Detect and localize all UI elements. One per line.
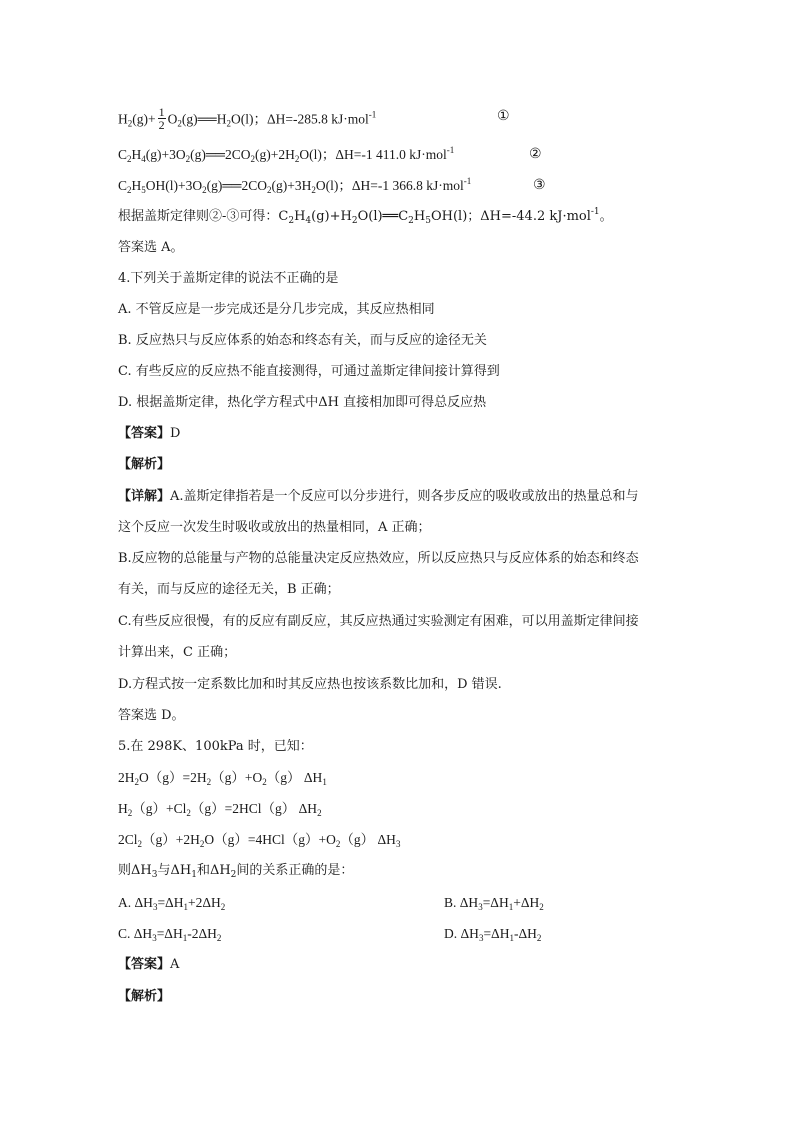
subscript: 3	[478, 902, 483, 912]
q4-detail-line-5: C.有些反应很慢，有的反应有副反应，其反应热通过实验测定有困难，可以用盖斯定律间接	[118, 614, 639, 629]
subscript: 2	[311, 185, 316, 195]
q4-option-d: D. 根据盖斯定律，热化学方程式中ΔH 直接相加即可得总反应热	[118, 395, 487, 410]
q4-detail-line-1	[118, 488, 639, 506]
subscript: 2	[226, 118, 231, 129]
option-text: +2ΔH	[187, 895, 221, 910]
subscript: 2	[267, 185, 272, 195]
subscript: 4	[305, 216, 312, 226]
equation-marker-2: ②	[529, 146, 542, 162]
answer-label: 【答案】	[118, 426, 171, 441]
eq1-text: (g)══H	[181, 111, 227, 127]
eq3-text: OH(l)+3O	[145, 178, 203, 193]
subscript: 2	[536, 933, 542, 943]
eq3-text: (g)+3H	[271, 178, 312, 193]
subscript: 1	[322, 777, 327, 787]
equation-h2-combustion	[118, 105, 377, 133]
eq3-text: (g)══2CO	[206, 178, 267, 193]
q5-eq3-text: （g）+2H	[142, 832, 200, 847]
subscript: 2	[262, 777, 267, 787]
q5-question-text: 间的关系正确的是：	[236, 863, 354, 878]
subscript: 3	[151, 870, 158, 880]
q5-equation-1	[118, 769, 327, 787]
superscript: -1	[463, 176, 472, 186]
subscript: 2	[250, 154, 255, 164]
fraction-numerator: 1	[158, 105, 165, 119]
subscript: 2	[220, 902, 226, 912]
q5-eq1-text: O（g）=2H	[139, 770, 207, 785]
q5-option-d	[444, 925, 541, 943]
detail-label: 【详解】	[118, 489, 171, 504]
q4-detail-line-6: 计算出来，C 正确；	[118, 645, 237, 660]
subscript: 5	[141, 185, 146, 195]
q5-eq1-text: 2H	[118, 770, 135, 785]
q5-eq3-text: O（g）=4HCl（g）+O	[204, 832, 336, 847]
eq1-text: O(l)；ΔH=-285.8 kJ·mol	[230, 111, 369, 127]
eq2-text: (g)══2CO	[190, 147, 251, 162]
q5-analysis-label: 【解析】	[118, 989, 171, 1004]
eq2-text: C	[118, 147, 128, 162]
subscript: 2	[539, 902, 544, 912]
eq1-text: O	[167, 111, 178, 127]
subscript: 5	[425, 216, 431, 226]
subscript: 2	[206, 777, 212, 787]
subscript: 1	[191, 870, 197, 880]
q5-eq1-text: （g） ΔH	[266, 770, 323, 785]
q5-eq1-text: （g）+O	[211, 770, 263, 785]
q5-question-text: 与ΔH	[157, 863, 192, 878]
q5-eq3-text: 2Cl	[118, 832, 138, 847]
subscript: 2	[202, 185, 207, 195]
option-text: -ΔH	[513, 926, 537, 941]
q5-option-a	[118, 894, 225, 912]
q5-eq3-text: （g） ΔH	[340, 832, 396, 847]
superscript: -1	[368, 109, 377, 120]
q4-stem: 4.下列关于盖斯定律的说法不正确的是	[118, 271, 339, 286]
equation-ethanol-combustion	[118, 177, 471, 195]
subscript: 2	[127, 118, 133, 129]
subscript: 2	[408, 216, 414, 226]
q4-option-c: C. 有些反应的反应热不能直接测得，可通过盖斯定律间接计算得到	[118, 364, 500, 379]
q5-question-text: 则ΔH	[118, 863, 152, 878]
q4-answer	[118, 425, 180, 443]
subscript: 2	[351, 216, 358, 226]
superscript: -1	[590, 207, 600, 217]
eq3-text: C	[118, 178, 128, 193]
q5-question	[118, 862, 353, 880]
detail-text: A.盖斯定律指若是一个反应可以分步进行，则各步反应的吸收或放出的热量总和与	[170, 489, 639, 504]
hess-derivation	[118, 208, 613, 226]
subscript: 3	[152, 902, 158, 912]
answer-value: A	[170, 957, 180, 972]
option-text: B. ΔH	[444, 895, 479, 910]
derivation-text: O(l)══C	[357, 209, 409, 224]
subscript: 2	[335, 839, 341, 849]
fraction-one-half	[158, 106, 166, 131]
subscript: 2	[186, 808, 191, 818]
subscript: 2	[199, 839, 205, 849]
derivation-text: H	[294, 209, 306, 224]
superscript: -1	[446, 145, 455, 155]
derivation-text: H	[413, 209, 426, 224]
subscript: 2	[185, 154, 191, 164]
subscript: 3	[478, 933, 484, 943]
equation-ethylene-combustion	[118, 146, 454, 164]
subscript: 2	[177, 118, 182, 129]
subscript: 4	[141, 154, 146, 164]
subscript: 2	[134, 777, 139, 787]
q4-analysis-label: 【解析】	[118, 457, 171, 472]
subscript: 2	[230, 870, 237, 880]
fraction-denominator: 2	[158, 118, 165, 132]
derivation-text: OH(l)；ΔH=-44.2 kJ·mol	[430, 209, 591, 224]
eq1-text: (g)+	[132, 111, 156, 127]
answer-value: D	[170, 426, 181, 441]
subscript: 2	[127, 154, 132, 164]
q5-eq2-text: H	[118, 801, 128, 816]
q4-detail-line-3: B.反应物的总能量与产物的总能量决定反应热效应，所以反应热只与反应体系的始态和终态	[118, 551, 639, 566]
q5-answer	[118, 956, 179, 974]
q5-equation-2	[118, 800, 322, 818]
eq1-text: H	[118, 111, 128, 127]
eq2-text: (g)+3O	[145, 147, 186, 162]
q5-eq2-text: （g）=2HCl（g） ΔH	[190, 801, 318, 816]
option-text: =ΔH	[483, 926, 510, 941]
eq2-text: O(l)；ΔH=-1 411.0 kJ·mol	[299, 147, 447, 162]
eq3-text: H	[131, 178, 142, 193]
subscript: 2	[127, 185, 132, 195]
q5-option-b	[444, 894, 544, 912]
eq3-text: O(l)；ΔH=-1 366.8 kJ·mol	[315, 178, 464, 193]
q4-detail-line-7: D.方程式按一定系数比加和时其反应热也按该系数比加和，D 错误.	[118, 677, 502, 692]
subscript: 2	[288, 216, 295, 226]
eq2-text: H	[131, 147, 142, 162]
subscript: 2	[294, 154, 300, 164]
option-text: =ΔH	[157, 895, 184, 910]
subscript: 3	[395, 839, 401, 849]
subscript: 2	[127, 808, 133, 818]
option-text: +ΔH	[513, 895, 540, 910]
option-text: =ΔH	[156, 926, 183, 941]
q4-option-a: A. 不管反应是一步完成还是分几步完成，其反应热相同	[118, 302, 435, 317]
option-text: A. ΔH	[118, 895, 153, 910]
subscript: 1	[182, 933, 188, 943]
derivation-text: 根据盖斯定律则②-③可得：C	[118, 209, 289, 224]
option-text: =ΔH	[482, 895, 509, 910]
q5-stem: 5.在 298K、100kPa 时，已知：	[118, 739, 313, 754]
option-text: -2ΔH	[187, 926, 217, 941]
derivation-text: (g)+H	[311, 209, 352, 224]
derivation-text: 。	[599, 209, 613, 224]
subscript: 1	[508, 902, 514, 912]
q5-eq2-text: （g）+Cl	[132, 801, 187, 816]
option-text: D. ΔH	[444, 926, 479, 941]
previous-answer: 答案选 A。	[118, 240, 184, 255]
q5-equation-3	[118, 831, 400, 849]
q4-option-b: B. 反应热只与反应体系的始态和终态有关，而与反应的途径无关	[118, 333, 487, 348]
q5-option-c	[118, 925, 221, 943]
subscript: 2	[216, 933, 222, 943]
q4-detail-line-2: 这个反应一次发生时吸收或放出的热量相同，A 正确；	[118, 520, 431, 535]
subscript: 2	[137, 839, 143, 849]
equation-marker-1: ①	[497, 108, 510, 124]
subscript: 2	[317, 808, 322, 818]
subscript: 1	[183, 902, 188, 912]
subscript: 1	[509, 933, 514, 943]
subscript: 3	[152, 933, 157, 943]
q5-question-text: 和ΔH	[196, 863, 231, 878]
eq2-text: (g)+2H	[255, 147, 295, 162]
answer-label: 【答案】	[118, 957, 171, 972]
option-text: C. ΔH	[118, 926, 153, 941]
q4-detail-line-4: 有关，而与反应的途径无关，B 正确；	[118, 582, 340, 597]
equation-marker-3: ③	[533, 177, 546, 193]
q4-conclusion: 答案选 D。	[118, 708, 185, 723]
